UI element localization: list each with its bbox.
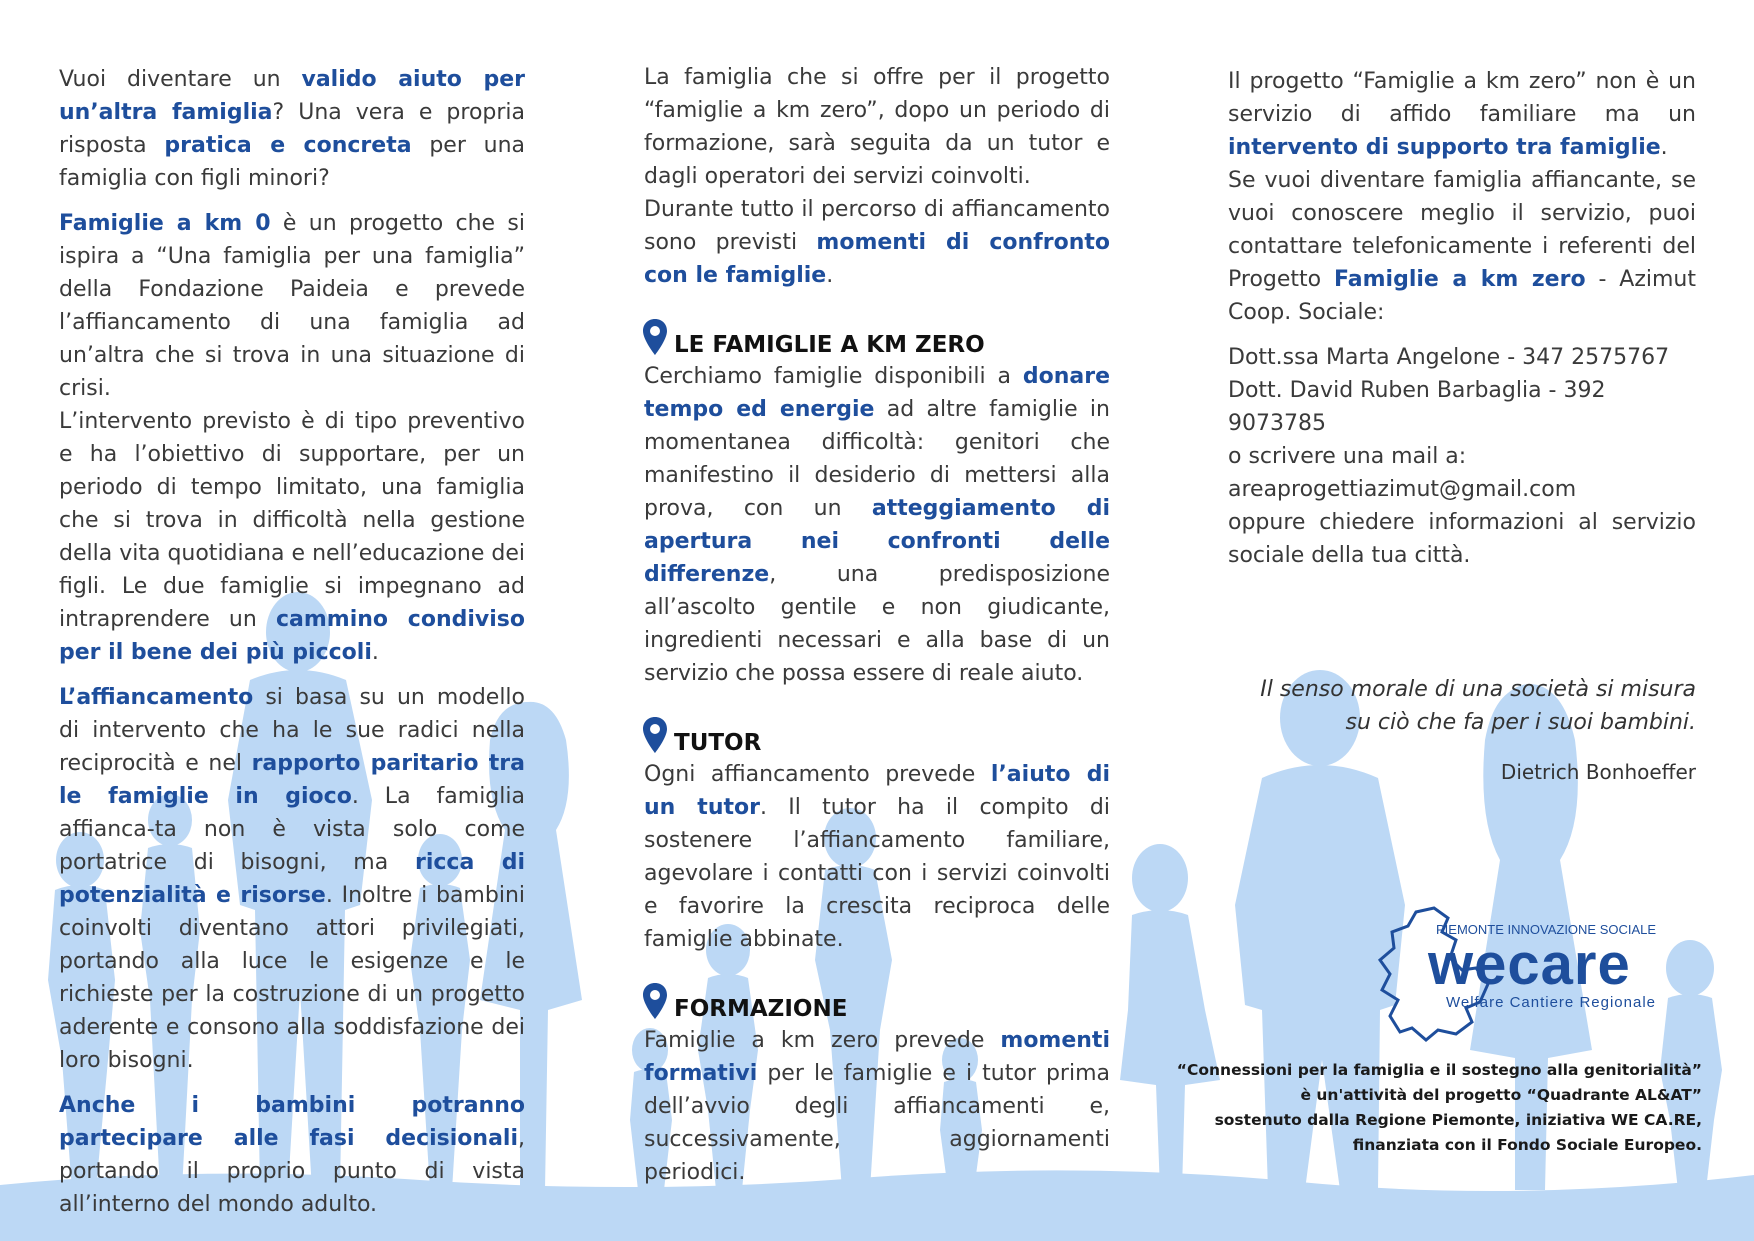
children-paragraph: Anche i bambini potranno partecipare alle fasi decisionali, portando il proprio punto di vista all’interno del mondo adulto. xyxy=(59,1093,525,1217)
affiancamento-description: L’affiancamento si basa su un modello di intervento che ha le sue radici nella reciprocità e nel rapporto paritario tra le famiglie in gioco. La famiglia affianca-ta non è vista solo come portatrice di bisogni, ma ricca di potenzialità e risorse. Inoltre i bambini coinvolti diventano attori privilegiati, portando alla luce le esigenze e le richieste per la costruzione di un progetto aderente e consono alla soddisfazione dei loro bisogni. xyxy=(59,685,525,1073)
credits-line-2: è un'attività del progetto “Quadrante AL&AT” xyxy=(1300,1086,1702,1104)
tutor-section-text: Ogni affiancamento prevede l’aiuto di un tutor. Il tutor ha il compito di sostenere l’affiancamento familiare, agevolare i contatti con i servizi coinvolti e favorire la crescita reciproca delle famiglie abbinate. xyxy=(644,762,1111,952)
project-credits xyxy=(1142,1058,1702,1158)
mail-prompt: o scrivere una mail a: xyxy=(1228,444,1467,469)
column-intro xyxy=(59,63,525,1221)
section-heading-famiglie: LE FAMIGLIE A KM ZERO xyxy=(642,316,1110,358)
section-heading-tutor: TUTOR xyxy=(642,714,1110,756)
contact-invite-paragraph: Se vuoi diventare famiglia affiancante, se vuoi conoscere meglio il servizio, puoi contattare telefonicamente i referenti del Progetto Famiglie a km zero - Azimut Coop. Sociale: xyxy=(1228,168,1697,325)
quote-line-2: su ciò che fa per i suoi bambini. xyxy=(1345,710,1696,735)
credits-line-3: sostenuto dalla Regione Piemonte, iniziativa WE CA.RE, xyxy=(1214,1111,1702,1129)
tutor-follow-paragraph: La famiglia che si offre per il progetto “famiglie a km zero”, dopo un periodo di formazione, sarà seguita da un tutor e dagli operatori dei servizi coinvolti. xyxy=(644,65,1110,189)
project-description: Famiglie a km 0 è un progetto che si ispira a “Una famiglia per una famiglia” della Fondazione Paideia e prevede l’affiancamento di una famiglia ad un’altra che si trova in una situazione di crisi. xyxy=(59,211,525,401)
credits-line-4: finanziata con il Fondo Sociale Europeo. xyxy=(1352,1136,1702,1154)
svg-text:Welfare Cantiere Regionale: Welfare Cantiere Regionale xyxy=(1446,994,1656,1011)
svg-text:wecare: wecare xyxy=(1428,932,1631,997)
intervention-description: L’intervento previsto è di tipo preventivo e ha l’obiettivo di supportare, per un periodo di tempo limitato, una famiglia che si trova in difficoltà nella gestione della vita quotidiana e nell’educazione dei figli. Le due famiglie si impegnano ad intraprendere un cammino condiviso per il bene dei più piccoli. xyxy=(59,409,525,665)
column-details xyxy=(644,61,1110,1189)
email-address: areaprogettiazimut@gmail.com xyxy=(1228,477,1577,502)
wecare-logo xyxy=(1376,904,1698,1044)
svg-text:PIEMONTE INNOVAZIONE SOCIALE: PIEMONTE INNOVAZIONE SOCIALE xyxy=(1436,922,1657,937)
contact-list xyxy=(1228,341,1696,572)
formazione-section-text: Famiglie a km zero prevede momenti formativi per le famiglie e i tutor prima dell’avvio degli affiancamenti e, successivamente, aggiornamenti periodici. xyxy=(644,1028,1110,1185)
column-contacts xyxy=(1228,65,1696,572)
quote-line-1: Il senso morale di una società si misura xyxy=(1260,677,1696,702)
map-pin-icon xyxy=(642,982,668,1020)
famiglie-section-text: Cerchiamo famiglie disponibili a donare tempo ed energie ad altre famiglie in momentanea difficoltà: genitori che manifestino il desiderio di mettersi alla prova, con un atteggiamento di apertura nei confronti delle differenze, una predisposizione all’ascolto gentile e non giudicante, ingredienti necessari e alla base di un servizio che possa essere di reale aiuto. xyxy=(644,364,1110,686)
quote xyxy=(1216,673,1696,739)
contact-marta: Dott.ssa Marta Angelone - 347 2575767 xyxy=(1228,345,1670,370)
contact-david: Dott. David Ruben Barbaglia - 392 9073785 xyxy=(1228,378,1606,436)
social-service-note: oppure chiedere informazioni al servizio sociale della tua città. xyxy=(1228,510,1696,568)
confronto-paragraph: Durante tutto il percorso di affiancamento sono previsti momenti di confronto con le famiglie. xyxy=(644,197,1110,288)
section-heading-formazione: FORMAZIONE xyxy=(642,980,1110,1022)
project-nature-paragraph: Il progetto “Famiglie a km zero” non è un servizio di affido familiare ma un intervento di supporto tra famiglie. xyxy=(1228,69,1696,160)
map-pin-icon xyxy=(642,716,668,754)
map-pin-icon xyxy=(642,318,668,356)
quote-author: Dietrich Bonhoeffer xyxy=(1500,760,1696,784)
credits-line-1: “Connessioni per la famiglia e il sostegno alla genitorialità” xyxy=(1176,1061,1702,1079)
intro-paragraph: Vuoi diventare un valido aiuto per un’altra famiglia? Una vera e propria risposta pratica e concreta per una famiglia con figli minori? xyxy=(59,67,526,191)
